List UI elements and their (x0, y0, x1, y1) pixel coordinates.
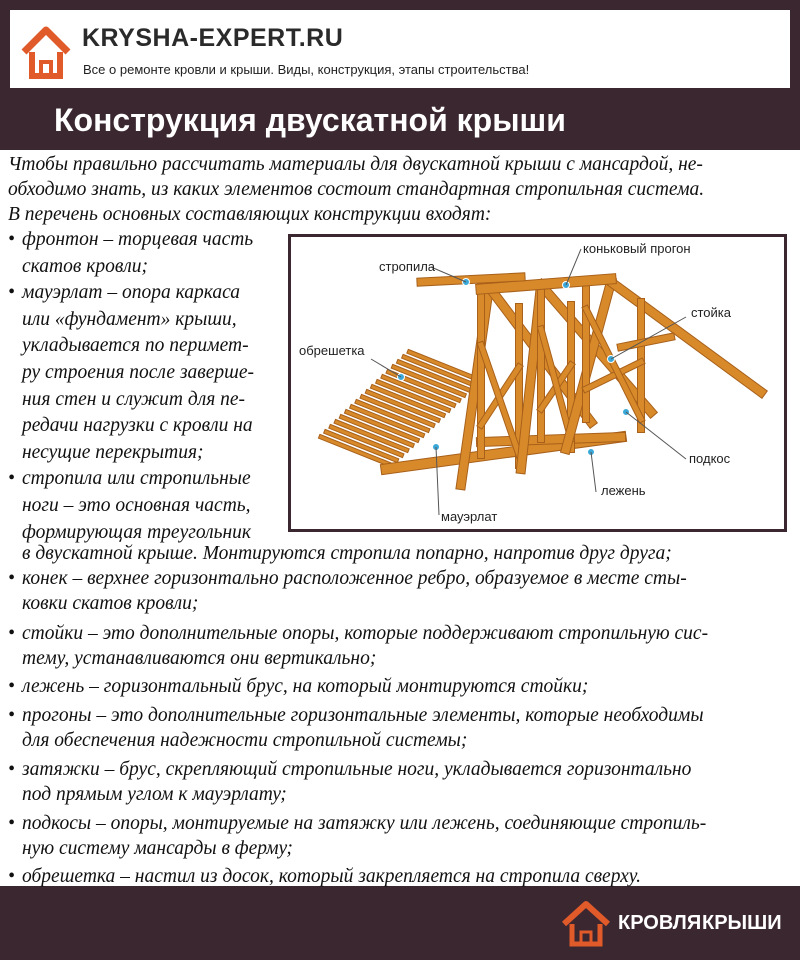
text-line (8, 836, 293, 861)
text-line (8, 360, 254, 385)
bullet: • (8, 813, 15, 834)
footer-brand-part2: КРЫШИ (702, 912, 782, 934)
house-logo-icon (20, 22, 72, 84)
footer-brand (560, 898, 790, 950)
text-line-content: стойки – это дополнительные опоры, которые поддерживают стропильную сис- (22, 623, 709, 644)
text-line-content: фронтон – торцевая часть (22, 229, 254, 250)
diagram-label-strut: подкос (689, 451, 731, 466)
page-title: Конструкция двускатной крыши (54, 102, 566, 138)
footer-house-icon (560, 898, 612, 950)
text-line (8, 227, 253, 252)
text-line (8, 413, 253, 438)
bullet: • (8, 468, 15, 490)
text-line (8, 703, 704, 728)
diagram-label-post: стойка (691, 305, 732, 320)
diagram-label-rafter: стропила (379, 259, 436, 274)
site-tagline: Все о ремонте кровли и крыши. Виды, конструкция, этапы строительства! (83, 62, 530, 77)
text-line-content: ковки скатов кровли; (22, 593, 199, 614)
text-line (8, 387, 245, 412)
text-line-content: ную систему мансарды в ферму; (22, 838, 293, 859)
text-line-content: стропила или стропильные (22, 468, 251, 490)
text-line (8, 621, 708, 646)
callout-leader (591, 452, 596, 492)
text-line-content: мауэрлат – опора каркаса (22, 282, 241, 304)
text-line-content: лежень – горизонтальный брус, на который монтируются стойки; (22, 676, 589, 697)
text-line-content: несущие перекрытия; (22, 441, 204, 463)
diagram-label-sill: лежень (601, 483, 646, 498)
text-line-content: или «фундамент» крыши, (22, 308, 237, 330)
text-line (8, 728, 467, 753)
bullet: • (8, 229, 15, 250)
text-line-content: для обеспечения надежности стропильной системы; (22, 730, 468, 751)
footer-brand-part1: КРОВЛЯ (618, 912, 702, 934)
text-line-content: конек – верхнее горизонтально расположенное ребро, образуемое в месте сты- (22, 568, 687, 589)
roof-truss-illustration (291, 237, 784, 529)
ridge-beam-front (421, 277, 521, 282)
bullet: • (8, 623, 15, 644)
text-line-content: затяжки – брус, скрепляющий стропильные ноги, укладывается горизонтально (22, 759, 692, 780)
article-content (0, 150, 800, 886)
text-line (8, 254, 148, 279)
text-line-content: формирующая треугольник (22, 521, 252, 543)
text-line (8, 674, 588, 699)
text-line-content: Чтобы правильно рассчитать материалы для двускатной крыши с мансардой, не- (8, 154, 703, 175)
text-line (8, 333, 249, 358)
text-line (8, 646, 376, 671)
text-line (8, 591, 198, 616)
callout-leader (626, 412, 686, 459)
text-line (8, 202, 491, 227)
text-line-content: ния стен и служит для пе- (22, 388, 246, 410)
text-line (8, 811, 706, 836)
diagram-label-mauerlat: мауэрлат (441, 509, 498, 524)
text-line (8, 307, 237, 332)
text-line-content: обрешетка – настил из досок, который закрепляется на стропила сверху. (22, 866, 642, 887)
site-header (10, 10, 790, 88)
diagram-label-lathing: обрешетка (299, 343, 365, 358)
bullet: • (8, 676, 15, 697)
text-line-content: скатов кровли; (22, 255, 149, 277)
text-line (8, 782, 287, 807)
bullet: • (8, 759, 15, 780)
roof-structure-diagram (288, 234, 787, 532)
text-line-content: в двускатной крыше. Монтируются стропила попарно, напротив друг друга; (22, 543, 672, 564)
bullet: • (8, 866, 15, 887)
text-line (8, 152, 703, 177)
text-line-content: тему, устанавливаются они вертикально; (22, 648, 377, 669)
rafter-right-2 (611, 282, 761, 392)
text-line (8, 864, 641, 889)
text-line (8, 466, 251, 491)
text-line (8, 566, 687, 591)
sill-beam (481, 437, 621, 442)
diagram-label-ridge: коньковый прогон (583, 241, 691, 256)
bullet: • (8, 705, 15, 726)
text-line (8, 493, 251, 518)
text-line-content: ру строения после заверше- (22, 362, 255, 383)
text-line-content: укладывается по перимет- (22, 335, 249, 357)
text-line (8, 440, 204, 465)
text-line-content: прогоны – это дополнительные горизонтальные элементы, которые необходимы (22, 705, 704, 726)
site-name[interactable]: KRYSHA-EXPERT.RU (82, 24, 344, 52)
text-line (8, 280, 240, 305)
text-line-content: В перечень основных составляющих конструкции входят: (8, 204, 492, 225)
text-line (8, 757, 691, 782)
bullet: • (8, 568, 15, 589)
title-bar (10, 96, 655, 148)
text-line (8, 541, 672, 566)
bullet: • (8, 282, 15, 304)
text-line-content: под прямым углом к мауэрлату; (22, 784, 287, 805)
text-line-content: редачи нагрузки с кровли на (22, 415, 253, 437)
text-line-content: подкосы – опоры, монтируемые на затяжку или лежень, соединяющие стропиль- (22, 813, 707, 834)
text-line-content: обходимо знать, из каких элементов состоит стандартная стропильная система. (8, 179, 705, 200)
text-line-content: ноги – это основная часть, (22, 495, 251, 516)
text-line (8, 177, 704, 202)
